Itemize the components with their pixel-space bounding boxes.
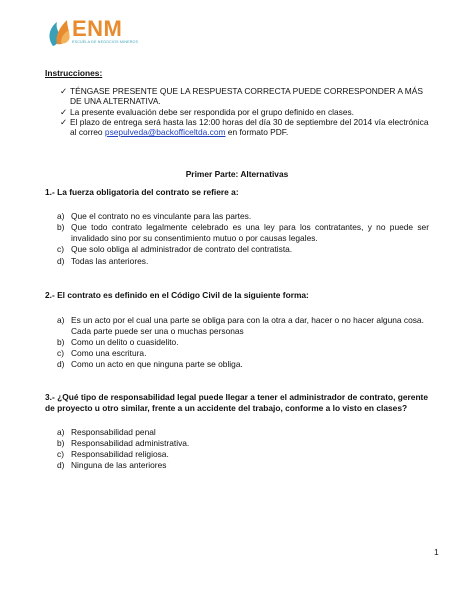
instruction-text-cont: DE UNA ALTERNATIVA. [70, 96, 161, 106]
option-letter: a) [57, 427, 65, 437]
option-letter: d) [57, 460, 65, 470]
instruction-text: TÉNGASE PRESENTE QUE LA RESPUESTA CORRECTA PUEDE CORRESPONDER A MÁS [70, 86, 423, 96]
option-text: Responsabilidad religiosa. [71, 449, 169, 459]
instructions-heading: Instrucciones: [45, 68, 103, 78]
option-text-cont: Cada parte puede ser una o muchas personas [71, 326, 244, 336]
option-text: Como un delito o cuasidelito. [71, 337, 179, 347]
option-text: Que todo contrato legalmente celebrado es una ley para los contratantes, y no puede ser [71, 222, 429, 232]
email-suffix: en formato PDF. [225, 127, 289, 137]
instruction-item [60, 117, 429, 128]
option-letter: c) [57, 244, 64, 254]
option-letter: a) [57, 315, 65, 325]
section-title: Primer Parte: Alternativas [185, 169, 289, 179]
option-text: Todas las anteriores. [71, 256, 149, 266]
instruction-text-cont [70, 127, 288, 138]
instruction-text: El plazo de entrega será hasta las 12:00 horas del día 30 de septiembre del 2014 vía electrónica [70, 117, 429, 127]
option-text: Responsabilidad administrativa. [71, 438, 190, 448]
question-2-title: 2.- El contrato es definido en el Código Civil de la siguiente forma: [45, 290, 309, 300]
page-number: 1 [434, 547, 439, 557]
email-link[interactable]: psepulveda@backofficeltda.com [104, 127, 226, 137]
option-text: Es un acto por el cual una parte se obliga para con la otra a dar, hacer o no hacer alguna cosa. [71, 315, 424, 325]
option-text: Como una escritura. [71, 348, 147, 358]
option-text: Que el contrato no es vinculante para las partes. [71, 211, 252, 221]
checkmark-icon: ✓ [60, 107, 68, 117]
checkmark-icon: ✓ [60, 86, 68, 96]
question-1-title: 1.- La fuerza obligatoria del contrato se refiere a: [45, 187, 239, 197]
instruction-item [60, 107, 354, 118]
option-letter: d) [57, 359, 65, 369]
option-text: Que solo obliga al administrador de contrato del contratista. [71, 244, 293, 254]
option-letter: b) [57, 438, 65, 448]
flame-logo-icon [45, 14, 75, 50]
instruction-item [60, 86, 423, 97]
logo-tagline: ESCUELA DE NEGOCIOS MINEROS [72, 40, 139, 44]
option-text-cont: invalidado sino por su consentimiento mutuo o por causas legales. [71, 233, 318, 243]
option-text: Como un acto en que ninguna parte se obliga. [71, 359, 243, 369]
option-letter: b) [57, 222, 65, 232]
option-letter: a) [57, 211, 65, 221]
option-letter: c) [57, 449, 64, 459]
question-3-title: 3.- ¿Qué tipo de responsabilidad legal puede llegar a tener el administrador de contrato, gerente [45, 392, 429, 402]
option-text: Ninguna de las anteriores [71, 460, 167, 470]
question-3-title-cont: de proyecto u otro similar, frente a un accidente del trabajo, conforme a lo visto en clases? [45, 403, 408, 413]
option-letter: b) [57, 337, 65, 347]
option-letter: c) [57, 348, 64, 358]
logo-brand: ENM [72, 16, 123, 41]
checkmark-icon: ✓ [60, 117, 68, 127]
email-prefix: al correo [70, 127, 105, 137]
option-text: Responsabilidad penal [71, 427, 156, 437]
instruction-text: La presente evaluación debe ser respondida por el grupo definido en clases. [70, 107, 355, 117]
option-letter: d) [57, 256, 65, 266]
